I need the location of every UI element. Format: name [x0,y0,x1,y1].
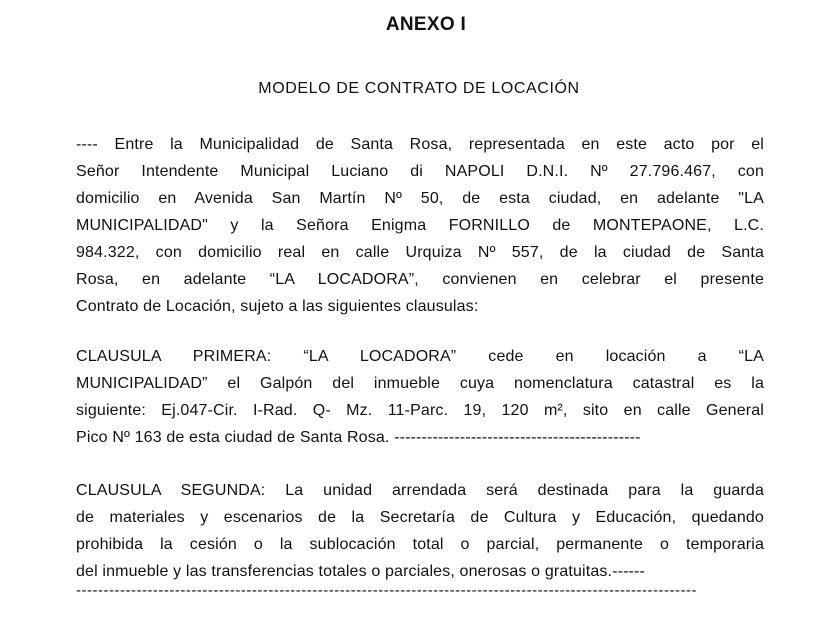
clause-primera-line: siguiente: Ej.047-Cir. I-Rad. Q- Mz. 11-Parc. 19, 120 m², sito en calle General [76,402,764,419]
intro-line: 984.322, con domicilio real en calle Urquiza Nº 557, de la ciudad de Santa [76,244,764,261]
intro-line: domicilio en Avenida San Martín Nº 50, de esta ciudad, en adelante "LA [76,190,764,207]
intro-line: Señor Intendente Municipal Luciano di NAPOLI D.N.I. Nº 27.796.467, con [76,163,764,180]
clause-primera-line: Pico Nº 163 de esta ciudad de Santa Rosa. --------------------------------------------- [76,429,641,446]
clause-segunda-line: de materiales y escenarios de la Secretaría de Cultura y Educación, quedando [76,509,764,526]
intro-line: Rosa, en adelante “LA LOCADORA”, convienen en celebrar el presente [76,271,764,288]
document-title: MODELO DE CONTRATO DE LOCACIÓN [258,80,580,97]
intro-paragraph [76,131,764,320]
clause-segunda [76,477,764,585]
clause-segunda-line: prohibida la cesión o la sublocación total o parcial, permanente o temporaria [76,536,764,553]
intro-line: MUNICIPALIDAD" y la Señora Enigma FORNILLO de MONTEPAONE, L.C. [76,217,764,234]
clause-segunda-line: del inmueble y las transferencias totales o parciales, onerosas o gratuitas.------ [76,563,645,580]
intro-line: ---- Entre la Municipalidad de Santa Rosa, representada en este acto por el [76,136,764,153]
clause-primera-line: CLAUSULA PRIMERA: “LA LOCADORA” cede en locación a “LA [76,348,764,365]
dash-separator-line: ----------------------------------------------------------------------------------------------------------------- [76,582,697,599]
intro-line: Contrato de Locación, sujeto a las siguientes clausulas: [76,298,479,315]
annex-title: ANEXO I [385,14,467,35]
clause-primera [76,343,764,451]
clause-primera-line: MUNICIPALIDAD” el Galpón del inmueble cuya nomenclatura catastral es la [76,375,764,392]
clause-segunda-line: CLAUSULA SEGUNDA: La unidad arrendada será destinada para la guarda [76,482,764,499]
